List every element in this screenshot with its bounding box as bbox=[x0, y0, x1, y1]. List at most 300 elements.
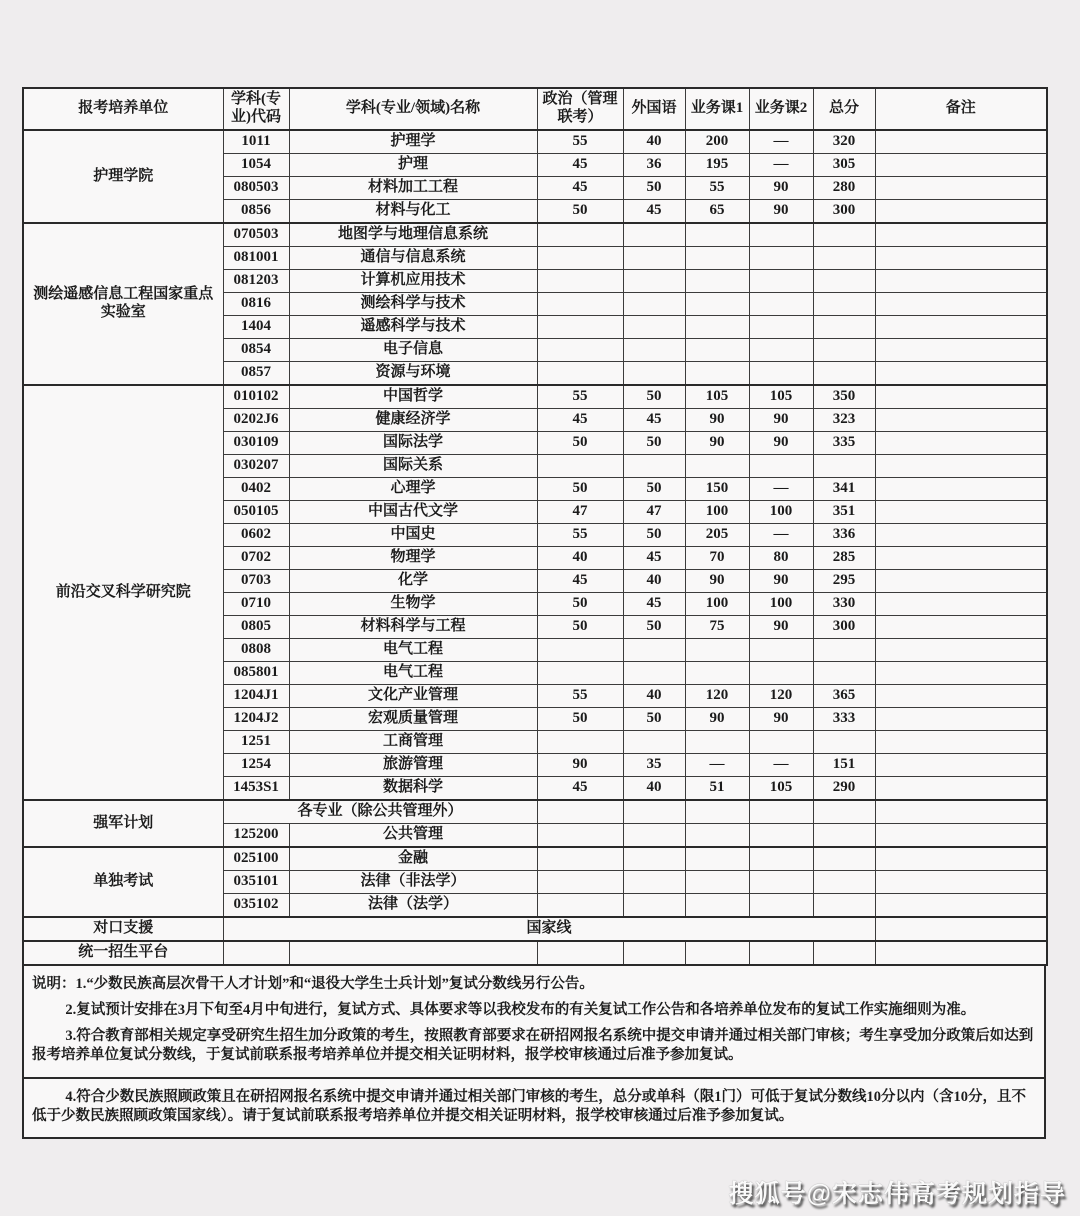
course1-score-cell bbox=[685, 871, 749, 894]
total-score-cell: 341 bbox=[813, 478, 875, 501]
name-cell: 中国史 bbox=[289, 524, 537, 547]
code-cell: 081203 bbox=[223, 270, 289, 293]
table-row bbox=[23, 385, 1047, 409]
foreign-language-score-cell bbox=[623, 223, 685, 247]
course1-score-cell: 205 bbox=[685, 524, 749, 547]
name-cell: 数据科学 bbox=[289, 777, 537, 801]
course1-score-cell: 100 bbox=[685, 501, 749, 524]
name-cell: 心理学 bbox=[289, 478, 537, 501]
foreign-language-score-cell: 40 bbox=[623, 570, 685, 593]
note-paragraph: 4.符合少数民族照顾政策且在研招网报名系统中提交申请并通过相关部门审核的考生，总分或单科（限1门）可低于复试分数线10分以内（含10分，且不低于少数民族照顾政策国家线）。请于复试前联系报考培养单位并提交相关证明材料，报学校审核通过后准予参加复试。 bbox=[32, 1088, 1026, 1124]
course1-score-cell: 90 bbox=[685, 570, 749, 593]
code-cell: 025100 bbox=[223, 847, 289, 871]
name-cell: 测绘科学与技术 bbox=[289, 293, 537, 316]
name-cell: 电气工程 bbox=[289, 662, 537, 685]
course1-score-cell: 90 bbox=[685, 432, 749, 455]
politics-score-cell bbox=[537, 871, 623, 894]
remark-cell bbox=[875, 593, 1047, 616]
remark-cell bbox=[875, 154, 1047, 177]
table-and-notes bbox=[22, 87, 1046, 1139]
code-cell: 1254 bbox=[223, 754, 289, 777]
foreign-language-score-cell bbox=[623, 639, 685, 662]
course2-score-cell bbox=[749, 270, 813, 293]
note-paragraph: 2.复试预计安排在3月下旬至4月中旬进行，复试方式、具体要求等以我校发布的有关复试工作公告和各培养单位发布的复试工作实施细则为准。 bbox=[65, 1002, 976, 1019]
table-row bbox=[23, 130, 1047, 154]
total-score-cell bbox=[813, 293, 875, 316]
politics-score-cell bbox=[537, 270, 623, 293]
remark-cell bbox=[875, 177, 1047, 200]
foreign-language-score-cell bbox=[623, 247, 685, 270]
course2-score-cell bbox=[749, 247, 813, 270]
name-cell: 旅游管理 bbox=[289, 754, 537, 777]
foreign-language-score-cell: 40 bbox=[623, 685, 685, 708]
politics-score-cell: 50 bbox=[537, 200, 623, 224]
remark-cell bbox=[875, 547, 1047, 570]
code-cell: 0805 bbox=[223, 616, 289, 639]
politics-score-cell: 45 bbox=[537, 409, 623, 432]
total-score-cell bbox=[813, 339, 875, 362]
course2-score-cell: — bbox=[749, 524, 813, 547]
remark-cell bbox=[875, 385, 1047, 409]
name-cell: 电气工程 bbox=[289, 639, 537, 662]
politics-score-cell bbox=[537, 223, 623, 247]
header-unit: 报考培养单位 bbox=[23, 88, 223, 130]
politics-score-cell: 45 bbox=[537, 570, 623, 593]
politics-score-cell: 55 bbox=[537, 385, 623, 409]
header-remark: 备注 bbox=[875, 88, 1047, 130]
foreign-language-score-cell bbox=[623, 800, 685, 824]
politics-score-cell: 90 bbox=[537, 754, 623, 777]
remark-cell bbox=[875, 432, 1047, 455]
name-cell: 法律（法学） bbox=[289, 894, 537, 918]
total-score-cell: 330 bbox=[813, 593, 875, 616]
course1-score-cell: 200 bbox=[685, 130, 749, 154]
course1-score-cell: 65 bbox=[685, 200, 749, 224]
course2-score-cell: 120 bbox=[749, 685, 813, 708]
politics-score-cell bbox=[537, 824, 623, 848]
name-cell: 材料加工工程 bbox=[289, 177, 537, 200]
course1-score-cell bbox=[685, 316, 749, 339]
politics-score-cell: 50 bbox=[537, 478, 623, 501]
table-row bbox=[23, 800, 1047, 824]
code-cell: 0703 bbox=[223, 570, 289, 593]
remark-cell bbox=[875, 731, 1047, 754]
course2-score-cell: 90 bbox=[749, 570, 813, 593]
total-score-cell bbox=[813, 223, 875, 247]
course1-score-cell: 75 bbox=[685, 616, 749, 639]
course2-score-cell: 90 bbox=[749, 616, 813, 639]
politics-score-cell: 55 bbox=[537, 685, 623, 708]
course2-score-cell bbox=[749, 362, 813, 386]
course2-score-cell: 90 bbox=[749, 432, 813, 455]
foreign-language-score-cell bbox=[623, 871, 685, 894]
header-foreign-language: 外国语 bbox=[623, 88, 685, 130]
course2-score-cell bbox=[749, 800, 813, 824]
politics-score-cell bbox=[537, 455, 623, 478]
note-paragraph: 说明：1.“少数民族高层次骨干人才计划”和“退役大学生士兵计划”复试分数线另行公告。 bbox=[32, 976, 594, 992]
code-cell: 0856 bbox=[223, 200, 289, 224]
politics-score-cell bbox=[537, 339, 623, 362]
course2-score-cell bbox=[749, 223, 813, 247]
course2-score-cell bbox=[749, 894, 813, 918]
name-cell: 物理学 bbox=[289, 547, 537, 570]
course1-score-cell: 100 bbox=[685, 593, 749, 616]
name-cell: 化学 bbox=[289, 570, 537, 593]
politics-score-cell: 50 bbox=[537, 432, 623, 455]
code-cell: 050105 bbox=[223, 501, 289, 524]
name-cell: 宏观质量管理 bbox=[289, 708, 537, 731]
total-score-cell bbox=[813, 847, 875, 871]
politics-score-cell: 50 bbox=[537, 593, 623, 616]
foreign-language-score-cell: 35 bbox=[623, 754, 685, 777]
foreign-language-score-cell bbox=[623, 847, 685, 871]
course2-score-cell: 90 bbox=[749, 200, 813, 224]
total-score-cell: 320 bbox=[813, 130, 875, 154]
total-score-cell: 336 bbox=[813, 524, 875, 547]
total-score-cell: 285 bbox=[813, 547, 875, 570]
code-cell: 0402 bbox=[223, 478, 289, 501]
total-score-cell bbox=[813, 639, 875, 662]
politics-score-cell bbox=[537, 847, 623, 871]
course2-score-cell bbox=[749, 662, 813, 685]
header-total: 总分 bbox=[813, 88, 875, 130]
name-cell: 文化产业管理 bbox=[289, 685, 537, 708]
total-score-cell: 335 bbox=[813, 432, 875, 455]
course2-score-cell: — bbox=[749, 154, 813, 177]
foreign-language-score-cell bbox=[623, 339, 685, 362]
total-score-cell: 305 bbox=[813, 154, 875, 177]
name-cell: 中国哲学 bbox=[289, 385, 537, 409]
remark-cell bbox=[875, 800, 1047, 824]
course2-score-cell bbox=[749, 293, 813, 316]
course2-score-cell bbox=[749, 847, 813, 871]
remark-cell bbox=[875, 917, 1047, 941]
total-score-cell bbox=[813, 800, 875, 824]
politics-score-cell: 45 bbox=[537, 177, 623, 200]
code-cell: 035101 bbox=[223, 871, 289, 894]
foreign-language-score-cell: 50 bbox=[623, 616, 685, 639]
remark-cell bbox=[875, 941, 1047, 965]
politics-score-cell: 45 bbox=[537, 154, 623, 177]
foreign-language-score-cell: 45 bbox=[623, 593, 685, 616]
course1-score-cell: 55 bbox=[685, 177, 749, 200]
course1-score-cell bbox=[685, 339, 749, 362]
foreign-language-score-cell: 50 bbox=[623, 432, 685, 455]
course2-score-cell bbox=[749, 639, 813, 662]
foreign-language-score-cell: 45 bbox=[623, 547, 685, 570]
remark-cell bbox=[875, 200, 1047, 224]
header-name: 学科(专业/领域)名称 bbox=[289, 88, 537, 130]
total-score-cell bbox=[813, 316, 875, 339]
remark-cell bbox=[875, 824, 1047, 848]
unit-cell: 测绘遥感信息工程国家重点实验室 bbox=[23, 223, 223, 385]
header-politics: 政治（管理联考） bbox=[537, 88, 623, 130]
unit-cell: 前沿交叉科学研究院 bbox=[23, 385, 223, 800]
foreign-language-score-cell: 50 bbox=[623, 385, 685, 409]
total-score-cell: 151 bbox=[813, 754, 875, 777]
code-cell: 0702 bbox=[223, 547, 289, 570]
course2-score-cell: 90 bbox=[749, 708, 813, 731]
remark-cell bbox=[875, 754, 1047, 777]
code-cell: 010102 bbox=[223, 385, 289, 409]
code-cell: 1054 bbox=[223, 154, 289, 177]
code-cell: 085801 bbox=[223, 662, 289, 685]
watermark-text: 搜狐号@宋志伟高考规划指导 bbox=[728, 1180, 1066, 1208]
course2-score-cell: 100 bbox=[749, 501, 813, 524]
name-cell bbox=[289, 941, 537, 965]
course2-score-cell: — bbox=[749, 754, 813, 777]
course1-score-cell bbox=[685, 824, 749, 848]
total-score-cell: 333 bbox=[813, 708, 875, 731]
course1-score-cell: 90 bbox=[685, 409, 749, 432]
foreign-language-score-cell bbox=[623, 941, 685, 965]
total-score-cell: 350 bbox=[813, 385, 875, 409]
politics-score-cell bbox=[537, 362, 623, 386]
code-cell bbox=[223, 941, 289, 965]
total-score-cell bbox=[813, 731, 875, 754]
course1-score-cell bbox=[685, 894, 749, 918]
total-score-cell bbox=[813, 824, 875, 848]
foreign-language-score-cell bbox=[623, 316, 685, 339]
foreign-language-score-cell: 50 bbox=[623, 708, 685, 731]
course1-score-cell bbox=[685, 247, 749, 270]
course2-score-cell bbox=[749, 824, 813, 848]
code-cell: 1204J2 bbox=[223, 708, 289, 731]
course1-score-cell bbox=[685, 662, 749, 685]
name-cell: 护理学 bbox=[289, 130, 537, 154]
remark-cell bbox=[875, 478, 1047, 501]
total-score-cell bbox=[813, 871, 875, 894]
remark-cell bbox=[875, 662, 1047, 685]
code-cell: 0808 bbox=[223, 639, 289, 662]
code-cell: 1251 bbox=[223, 731, 289, 754]
remark-cell bbox=[875, 270, 1047, 293]
foreign-language-score-cell bbox=[623, 293, 685, 316]
politics-score-cell: 55 bbox=[537, 130, 623, 154]
code-cell: 1204J1 bbox=[223, 685, 289, 708]
politics-score-cell: 45 bbox=[537, 777, 623, 801]
course2-score-cell bbox=[749, 339, 813, 362]
unit-cell: 统一招生平台 bbox=[23, 941, 223, 965]
code-cell: 1011 bbox=[223, 130, 289, 154]
total-score-cell bbox=[813, 894, 875, 918]
politics-score-cell bbox=[537, 639, 623, 662]
foreign-language-score-cell: 50 bbox=[623, 478, 685, 501]
course2-score-cell: 80 bbox=[749, 547, 813, 570]
course1-score-cell: 105 bbox=[685, 385, 749, 409]
total-score-cell bbox=[813, 247, 875, 270]
remark-cell bbox=[875, 293, 1047, 316]
header-course1: 业务课1 bbox=[685, 88, 749, 130]
code-cell: 1453S1 bbox=[223, 777, 289, 801]
code-cell: 0710 bbox=[223, 593, 289, 616]
code-cell: 030109 bbox=[223, 432, 289, 455]
total-score-cell bbox=[813, 270, 875, 293]
foreign-language-score-cell bbox=[623, 731, 685, 754]
politics-score-cell bbox=[537, 941, 623, 965]
politics-score-cell: 40 bbox=[537, 547, 623, 570]
politics-score-cell bbox=[537, 731, 623, 754]
total-score-cell bbox=[813, 662, 875, 685]
total-score-cell bbox=[813, 362, 875, 386]
course2-score-cell: 105 bbox=[749, 385, 813, 409]
remark-cell bbox=[875, 777, 1047, 801]
course1-score-cell: 51 bbox=[685, 777, 749, 801]
politics-score-cell bbox=[537, 316, 623, 339]
foreign-language-score-cell bbox=[623, 455, 685, 478]
name-cell: 法律（非法学） bbox=[289, 871, 537, 894]
name-cell: 材料科学与工程 bbox=[289, 616, 537, 639]
course2-score-cell: 90 bbox=[749, 409, 813, 432]
name-cell: 材料与化工 bbox=[289, 200, 537, 224]
politics-score-cell: 47 bbox=[537, 501, 623, 524]
name-cell: 遥感科学与技术 bbox=[289, 316, 537, 339]
total-score-cell: 290 bbox=[813, 777, 875, 801]
name-cell: 中国古代文学 bbox=[289, 501, 537, 524]
course1-score-cell bbox=[685, 847, 749, 871]
code-cell: 070503 bbox=[223, 223, 289, 247]
course1-score-cell bbox=[685, 293, 749, 316]
name-cell: 健康经济学 bbox=[289, 409, 537, 432]
course1-score-cell: 150 bbox=[685, 478, 749, 501]
header-row bbox=[23, 88, 1047, 130]
code-cell: 0202J6 bbox=[223, 409, 289, 432]
foreign-language-score-cell bbox=[623, 894, 685, 918]
foreign-language-score-cell: 40 bbox=[623, 777, 685, 801]
total-score-cell: 300 bbox=[813, 200, 875, 224]
merged-code-name-cell: 各专业（除公共管理外） bbox=[223, 800, 537, 824]
header-course2: 业务课2 bbox=[749, 88, 813, 130]
course1-score-cell: — bbox=[685, 754, 749, 777]
remark-cell bbox=[875, 316, 1047, 339]
foreign-language-score-cell bbox=[623, 270, 685, 293]
course2-score-cell bbox=[749, 941, 813, 965]
foreign-language-score-cell bbox=[623, 662, 685, 685]
course1-score-cell: 120 bbox=[685, 685, 749, 708]
name-cell: 资源与环境 bbox=[289, 362, 537, 386]
code-cell: 030207 bbox=[223, 455, 289, 478]
politics-score-cell: 50 bbox=[537, 616, 623, 639]
total-score-cell: 280 bbox=[813, 177, 875, 200]
code-cell: 080503 bbox=[223, 177, 289, 200]
course2-score-cell bbox=[749, 316, 813, 339]
name-cell: 通信与信息系统 bbox=[289, 247, 537, 270]
politics-score-cell: 55 bbox=[537, 524, 623, 547]
remark-cell bbox=[875, 616, 1047, 639]
table-row bbox=[23, 223, 1047, 247]
name-cell: 护理 bbox=[289, 154, 537, 177]
name-cell: 国际法学 bbox=[289, 432, 537, 455]
remark-cell bbox=[875, 847, 1047, 871]
politics-score-cell bbox=[537, 247, 623, 270]
remark-cell bbox=[875, 871, 1047, 894]
remark-cell bbox=[875, 339, 1047, 362]
course1-score-cell bbox=[685, 800, 749, 824]
code-cell: 0602 bbox=[223, 524, 289, 547]
code-cell: 1404 bbox=[223, 316, 289, 339]
name-cell: 计算机应用技术 bbox=[289, 270, 537, 293]
code-cell: 0816 bbox=[223, 293, 289, 316]
remark-cell bbox=[875, 685, 1047, 708]
course1-score-cell bbox=[685, 455, 749, 478]
total-score-cell bbox=[813, 941, 875, 965]
remark-cell bbox=[875, 639, 1047, 662]
name-cell: 电子信息 bbox=[289, 339, 537, 362]
course2-score-cell: — bbox=[749, 130, 813, 154]
foreign-language-score-cell: 47 bbox=[623, 501, 685, 524]
course2-score-cell: 90 bbox=[749, 177, 813, 200]
course1-score-cell: 195 bbox=[685, 154, 749, 177]
name-cell: 生物学 bbox=[289, 593, 537, 616]
course1-score-cell: 90 bbox=[685, 708, 749, 731]
remark-cell bbox=[875, 362, 1047, 386]
unit-cell: 护理学院 bbox=[23, 130, 223, 223]
notes-block-1 bbox=[22, 966, 1046, 1079]
name-cell: 金融 bbox=[289, 847, 537, 871]
remark-cell bbox=[875, 130, 1047, 154]
remark-cell bbox=[875, 501, 1047, 524]
code-cell: 0854 bbox=[223, 339, 289, 362]
politics-score-cell bbox=[537, 894, 623, 918]
total-score-cell bbox=[813, 455, 875, 478]
total-score-cell: 351 bbox=[813, 501, 875, 524]
remark-cell bbox=[875, 247, 1047, 270]
course2-score-cell bbox=[749, 731, 813, 754]
course1-score-cell bbox=[685, 941, 749, 965]
foreign-language-score-cell: 36 bbox=[623, 154, 685, 177]
course2-score-cell bbox=[749, 455, 813, 478]
remark-cell bbox=[875, 223, 1047, 247]
politics-score-cell: 50 bbox=[537, 708, 623, 731]
course1-score-cell bbox=[685, 223, 749, 247]
remark-cell bbox=[875, 455, 1047, 478]
unit-cell: 对口支援 bbox=[23, 917, 223, 941]
remark-cell bbox=[875, 894, 1047, 918]
course1-score-cell bbox=[685, 639, 749, 662]
course2-score-cell: 105 bbox=[749, 777, 813, 801]
name-cell: 国际关系 bbox=[289, 455, 537, 478]
politics-score-cell bbox=[537, 800, 623, 824]
remark-cell bbox=[875, 524, 1047, 547]
foreign-language-score-cell: 40 bbox=[623, 130, 685, 154]
score-line-table bbox=[22, 87, 1048, 966]
table-row bbox=[23, 941, 1047, 965]
foreign-language-score-cell: 45 bbox=[623, 200, 685, 224]
course1-score-cell bbox=[685, 270, 749, 293]
unit-cell: 单独考试 bbox=[23, 847, 223, 917]
foreign-language-score-cell bbox=[623, 362, 685, 386]
table-row bbox=[23, 847, 1047, 871]
name-cell: 地图学与地理信息系统 bbox=[289, 223, 537, 247]
course1-score-cell bbox=[685, 731, 749, 754]
total-score-cell: 365 bbox=[813, 685, 875, 708]
foreign-language-score-cell bbox=[623, 824, 685, 848]
remark-cell bbox=[875, 570, 1047, 593]
code-cell: 035102 bbox=[223, 894, 289, 918]
name-cell: 工商管理 bbox=[289, 731, 537, 754]
header-code: 学科(专业)代码 bbox=[223, 88, 289, 130]
national-line-cell: 国家线 bbox=[223, 917, 875, 941]
unit-cell: 强军计划 bbox=[23, 800, 223, 847]
course1-score-cell: 70 bbox=[685, 547, 749, 570]
table-row bbox=[23, 917, 1047, 941]
remark-cell bbox=[875, 708, 1047, 731]
notes-block-2 bbox=[22, 1079, 1046, 1139]
course1-score-cell bbox=[685, 362, 749, 386]
foreign-language-score-cell: 50 bbox=[623, 524, 685, 547]
course2-score-cell: 100 bbox=[749, 593, 813, 616]
foreign-language-score-cell: 45 bbox=[623, 409, 685, 432]
